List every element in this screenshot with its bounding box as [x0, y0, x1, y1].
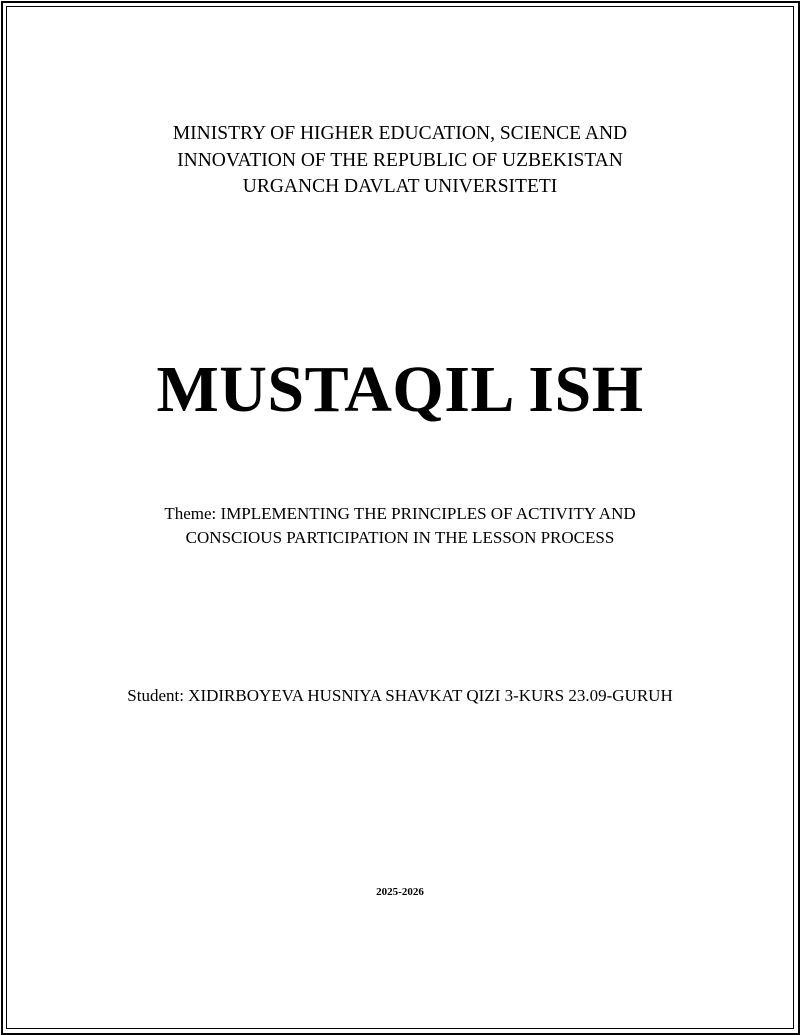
header-line-innovation: INNOVATION OF THE REPUBLIC OF UZBEKISTAN: [177, 149, 623, 171]
institution-header: [0, 121, 800, 201]
theme-text: Theme: IMPLEMENTING THE PRINCIPLES OF ACTIVITY AND CONSCIOUS PARTICIPATION IN THE LESSON PROCESS: [164, 504, 636, 547]
student-info: Student: XIDIRBOYEVA HUSNIYA SHAVKAT QIZI 3-KURS 23.09-GURUH: [127, 686, 673, 705]
academic-year: 2025-2026: [376, 886, 424, 898]
header-line-ministry: MINISTRY OF HIGHER EDUCATION, SCIENCE AND: [172, 123, 628, 144]
header-line-university: URGANCH DAVLAT UNIVERSITETI: [242, 176, 558, 197]
document-title: MUSTAQIL ISH: [156, 353, 644, 426]
